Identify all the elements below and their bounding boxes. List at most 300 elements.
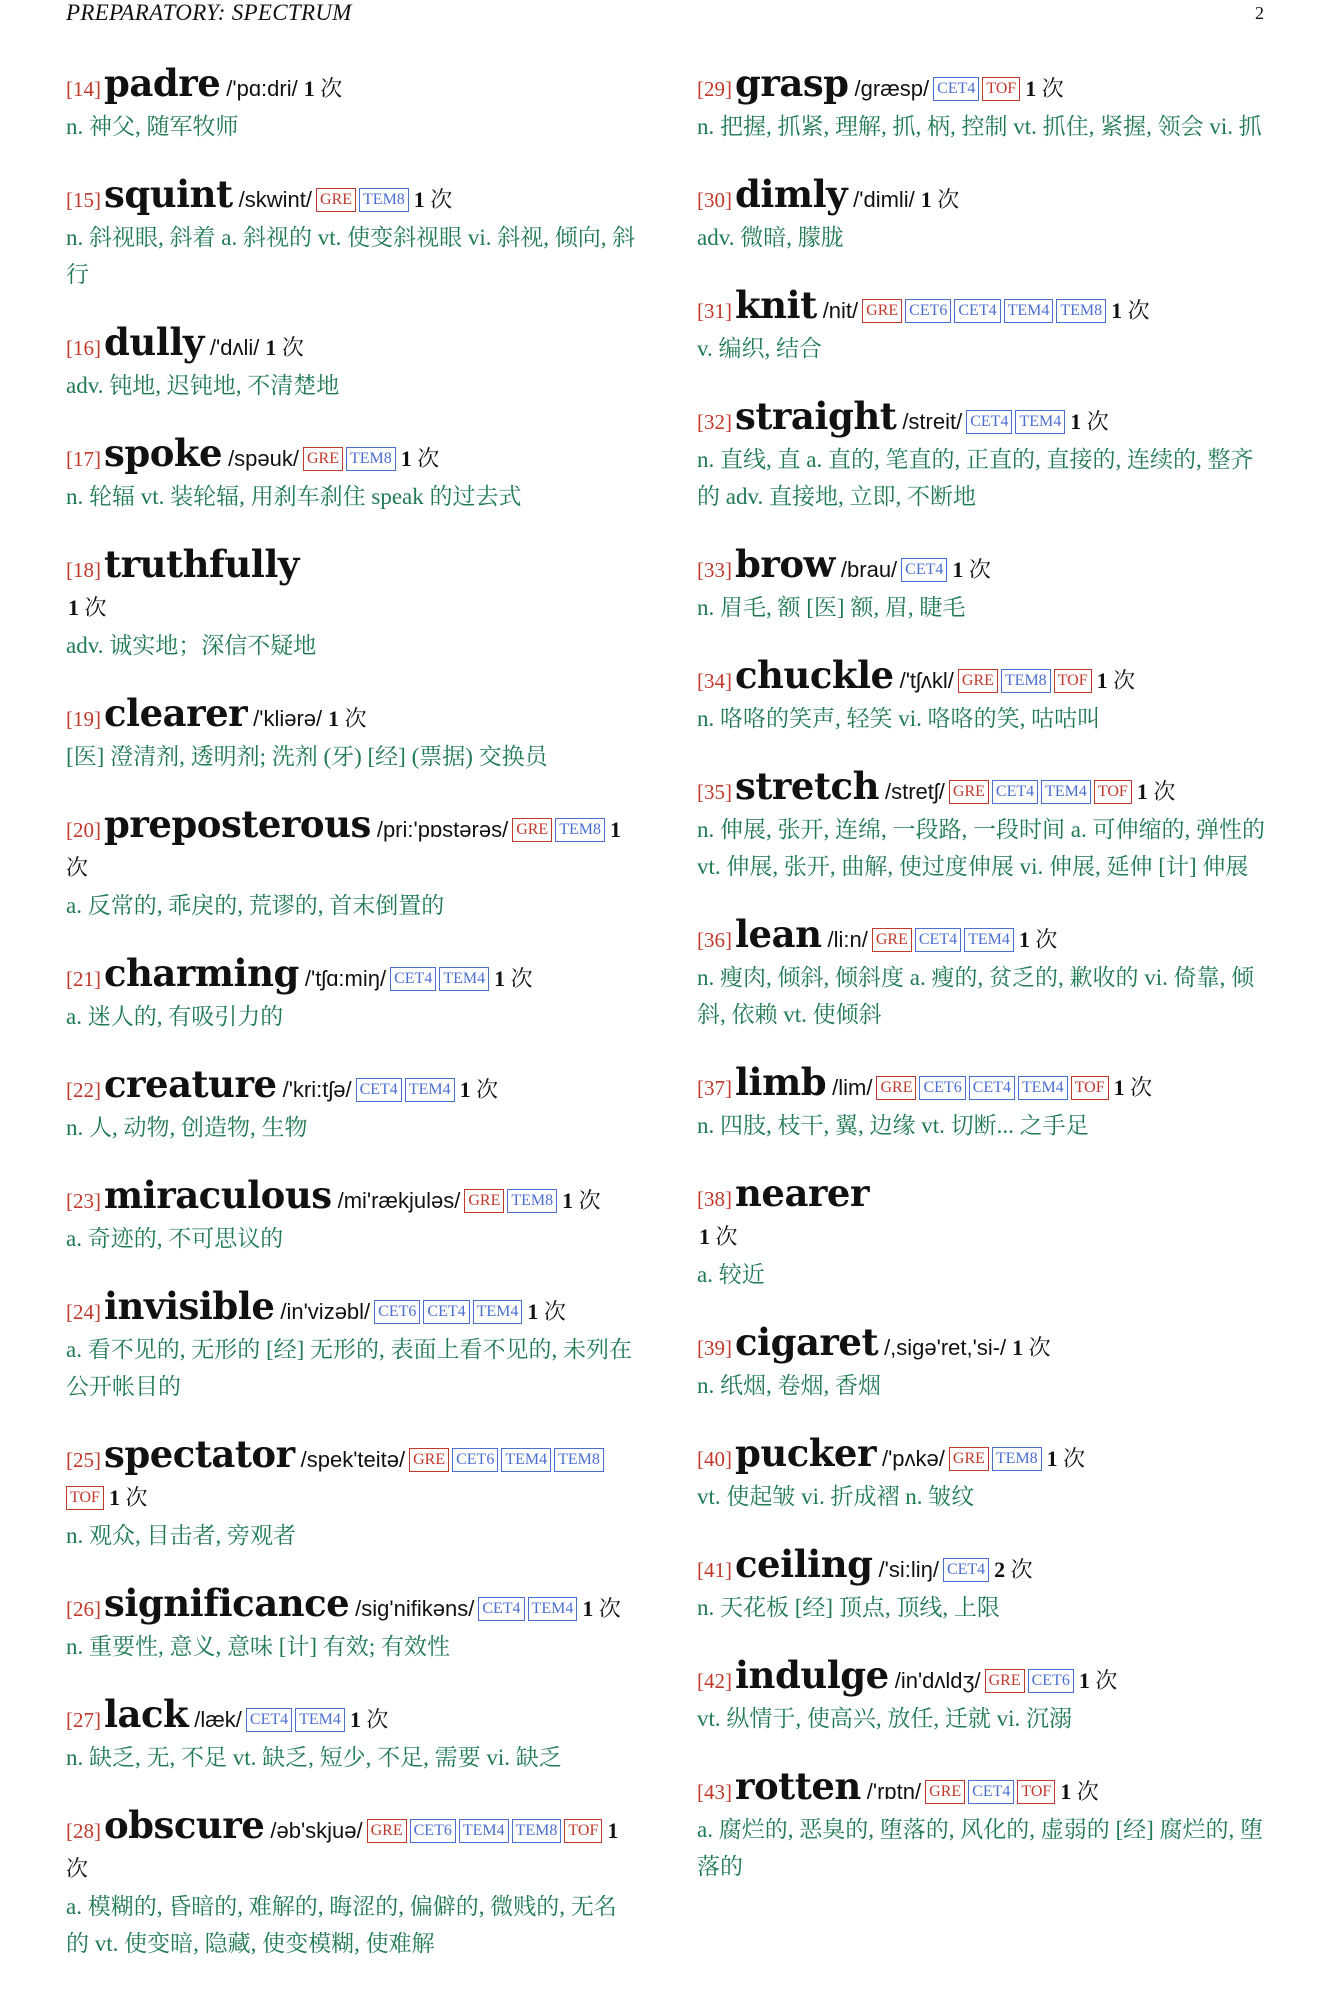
exam-tag: TEM8 <box>992 1447 1042 1471</box>
entry-phonetic: /sig'nifikəns/ <box>355 1596 475 1621</box>
occurrence-count <box>304 76 343 101</box>
count-unit: 次 <box>937 187 960 212</box>
entry-word: brow <box>735 542 835 586</box>
exam-tag: TOF <box>1054 669 1092 693</box>
exam-tag: CET4 <box>954 299 1000 323</box>
exam-tag: CET6 <box>452 1448 498 1472</box>
entry-headline <box>697 1542 1267 1589</box>
entry-headline <box>66 320 636 367</box>
entry-word: indulge <box>735 1653 889 1697</box>
count-unit: 次 <box>510 966 533 991</box>
entry-phonetic: /'si:liŋ/ <box>878 1557 939 1582</box>
entry-phonetic: /spek'teitə/ <box>300 1447 406 1472</box>
entry-headline <box>66 1803 636 1888</box>
entry-headline <box>697 1171 1267 1256</box>
entry-definition: a. 迷人的, 有吸引力的 <box>66 1004 284 1029</box>
entry-headline <box>697 653 1267 700</box>
count-number: 1 <box>609 817 621 842</box>
count-unit: 次 <box>366 1707 389 1732</box>
entry-headline <box>697 1653 1267 1700</box>
count-number: 1 <box>349 1707 361 1732</box>
exam-tag: TOF <box>982 77 1020 101</box>
count-number: 1 <box>68 595 79 620</box>
entry-definition: n. 天花板 [经] 顶点, 顶线, 上限 <box>697 1595 1000 1620</box>
entry-headline <box>697 172 1267 219</box>
exam-tag: TEM4 <box>1041 780 1091 804</box>
entry-index: [35] <box>697 780 732 804</box>
count-unit: 次 <box>417 446 440 471</box>
vocab-entry <box>697 1542 1267 1626</box>
vocab-entry <box>697 1431 1267 1515</box>
exam-tag: TEM8 <box>359 188 409 212</box>
entry-headline <box>697 1431 1267 1478</box>
count-number: 1 <box>413 187 425 212</box>
entry-phonetic: /stretʃ/ <box>884 779 945 804</box>
entry-headline <box>697 283 1267 330</box>
entry-index: [34] <box>697 669 732 693</box>
entry-phonetic: /'pʌkə/ <box>881 1446 945 1471</box>
occurrence-count <box>994 1557 1033 1582</box>
vocab-entry <box>697 912 1267 1033</box>
entry-definition: a. 腐烂的, 恶臭的, 堕落的, 风化的, 虚弱的 [经] 腐烂的, 堕落的 <box>697 1817 1264 1879</box>
entry-index: [39] <box>697 1336 732 1360</box>
exam-tag: TEM4 <box>964 928 1014 952</box>
vocab-entry <box>66 1581 636 1665</box>
entry-phonetic: /mi'rækjuləs/ <box>337 1188 461 1213</box>
count-number: 1 <box>562 1188 574 1213</box>
entry-definition: a. 较近 <box>697 1262 765 1287</box>
exam-tag: TEM4 <box>1004 299 1054 323</box>
entry-index: [27] <box>66 1708 101 1732</box>
entry-word: preposterous <box>104 802 371 846</box>
entry-index: [30] <box>697 188 732 212</box>
entry-word: pucker <box>735 1431 876 1475</box>
vocab-entry <box>697 172 1267 256</box>
occurrence-count <box>562 1188 601 1213</box>
entry-index: [23] <box>66 1189 101 1213</box>
vocab-entry <box>66 61 636 145</box>
count-unit: 次 <box>1086 409 1109 434</box>
occurrence-count <box>1114 1075 1153 1100</box>
entry-definition: v. 编织, 结合 <box>697 336 823 361</box>
entry-definition: n. 斜视眼, 斜着 a. 斜视的 vt. 使变斜视眼 vi. 斜视, 倾向, 斜行 <box>66 225 636 287</box>
entry-word: nearer <box>735 1171 869 1215</box>
entry-index: [31] <box>697 299 732 323</box>
entry-definition: n. 轮辐 vt. 装轮辐, 用刹车刹住 speak 的过去式 <box>66 484 522 509</box>
exam-tag: CET6 <box>374 1300 420 1324</box>
count-number: 1 <box>1018 927 1030 952</box>
exam-tag: CET6 <box>919 1076 965 1100</box>
count-number: 1 <box>459 1077 471 1102</box>
vocab-entry <box>66 802 636 924</box>
exam-tag: TEM8 <box>346 447 396 471</box>
entry-phonetic: /in'vizəbl/ <box>280 1299 371 1324</box>
entry-index: [19] <box>66 707 101 731</box>
entry-headline <box>66 1581 636 1628</box>
entry-word: dimly <box>735 172 848 216</box>
exam-tag: TOF <box>66 1486 104 1510</box>
count-unit: 次 <box>1028 1335 1051 1360</box>
entry-index: [15] <box>66 188 101 212</box>
entry-index: [21] <box>66 967 101 991</box>
vocab-entry <box>697 61 1267 145</box>
exam-tag: CET4 <box>478 1597 524 1621</box>
count-unit: 次 <box>543 1299 566 1324</box>
entry-index: [36] <box>697 928 732 952</box>
count-number: 1 <box>303 76 315 101</box>
count-number: 1 <box>400 446 412 471</box>
entry-index: [42] <box>697 1669 732 1693</box>
entry-phonetic: /lim/ <box>832 1075 873 1100</box>
entry-headline <box>66 1284 636 1331</box>
entry-phonetic: /nit/ <box>822 298 859 323</box>
vocab-entry <box>66 1432 636 1554</box>
entry-index: [17] <box>66 447 101 471</box>
entry-headline <box>66 61 636 108</box>
count-unit: 次 <box>1095 1668 1118 1693</box>
occurrence-count <box>460 1077 499 1102</box>
occurrence-count <box>1079 1668 1118 1693</box>
entry-headline <box>697 1320 1267 1367</box>
occurrence-count <box>265 335 304 360</box>
entry-headline <box>66 1062 636 1109</box>
exam-tag: TEM8 <box>1056 299 1106 323</box>
entry-headline <box>66 172 636 219</box>
count-number: 1 <box>607 1818 619 1843</box>
exam-tag: GRE <box>985 1669 1025 1693</box>
exam-tag: TOF <box>1017 1780 1055 1804</box>
entry-definition: n. 缺乏, 无, 不足 vt. 缺乏, 短少, 不足, 需要 vi. 缺乏 <box>66 1745 562 1770</box>
entry-index: [32] <box>697 410 732 434</box>
exam-tag: TOF <box>1094 780 1132 804</box>
exam-tag: CET4 <box>933 77 979 101</box>
entry-phonetic: /,sigə'ret,'si-/ <box>884 1335 1007 1360</box>
entry-headline <box>66 951 636 998</box>
exam-tag: CET4 <box>992 780 1038 804</box>
entry-headline <box>66 542 636 627</box>
exam-tag: TOF <box>1071 1076 1109 1100</box>
entry-index: [26] <box>66 1597 101 1621</box>
vocab-entry <box>66 951 636 1035</box>
entry-word: stretch <box>735 764 879 808</box>
entry-definition: n. 眉毛, 额 [医] 额, 眉, 睫毛 <box>697 595 966 620</box>
entry-index: [28] <box>66 1819 101 1843</box>
entry-phonetic: /in'dʌldʒ/ <box>894 1668 981 1693</box>
count-number: 1 <box>920 187 932 212</box>
count-unit: 次 <box>1113 668 1136 693</box>
entry-index: [25] <box>66 1448 101 1472</box>
occurrence-count <box>1019 927 1058 952</box>
entry-phonetic: /'tʃʌkl/ <box>899 668 954 693</box>
occurrence-count <box>582 1596 621 1621</box>
entry-index: [33] <box>697 558 732 582</box>
occurrence-count <box>350 1707 389 1732</box>
entry-definition: n. 人, 动物, 创造物, 生物 <box>66 1115 308 1140</box>
vocab-entry <box>697 1764 1267 1885</box>
exam-tag: TEM8 <box>1001 669 1051 693</box>
occurrence-count <box>414 187 453 212</box>
page-header <box>66 0 1264 30</box>
entry-headline <box>697 1764 1267 1811</box>
exam-tag: TEM4 <box>459 1819 509 1843</box>
exam-tag: CET4 <box>969 1076 1015 1100</box>
entry-phonetic: /'kri:tʃə/ <box>282 1077 352 1102</box>
vocab-entry <box>66 1284 636 1405</box>
count-unit: 次 <box>84 595 107 620</box>
entry-index: [43] <box>697 1780 732 1804</box>
exam-tag: CET4 <box>966 410 1012 434</box>
entry-phonetic: /li:n/ <box>827 927 868 952</box>
entry-word: lean <box>735 912 822 956</box>
exam-tag: CET4 <box>968 1780 1014 1804</box>
count-number: 1 <box>527 1299 539 1324</box>
entry-definition: n. 把握, 抓紧, 理解, 抓, 柄, 控制 vt. 抓住, 紧握, 领会 vi. 抓 <box>697 114 1262 139</box>
exam-tag: TEM4 <box>1015 410 1065 434</box>
exam-tag: GRE <box>949 1447 989 1471</box>
exam-tag: CET4 <box>390 967 436 991</box>
left-column <box>66 61 636 1992</box>
count-unit: 次 <box>1076 1779 1099 1804</box>
exam-tag: GRE <box>958 669 998 693</box>
entry-definition: n. 咯咯的笑声, 轻笑 vi. 咯咯的笑, 咕咕叫 <box>697 706 1101 731</box>
entry-word: ceiling <box>735 1542 873 1586</box>
exam-tag: TEM4 <box>439 967 489 991</box>
page-number: 2 <box>1255 3 1264 23</box>
exam-tag: GRE <box>464 1189 504 1213</box>
entry-word: dully <box>104 320 204 364</box>
entry-word: significance <box>104 1581 350 1625</box>
entry-index: [40] <box>697 1447 732 1471</box>
entry-index: [38] <box>697 1187 732 1211</box>
entry-definition: n. 观众, 目击者, 旁观者 <box>66 1523 296 1548</box>
count-unit: 次 <box>430 187 453 212</box>
exam-tag: TEM4 <box>473 1300 523 1324</box>
exam-tag: TEM4 <box>405 1078 455 1102</box>
vocab-entry <box>697 1653 1267 1737</box>
entry-headline <box>66 431 636 478</box>
entry-definition: [医] 澄清剂, 透明剂; 洗剂 (牙) [经] (票据) 交换员 <box>66 744 548 769</box>
count-unit: 次 <box>1010 1557 1033 1582</box>
exam-tag: CET6 <box>1028 1669 1074 1693</box>
entry-word: creature <box>104 1062 277 1106</box>
count-number: 1 <box>1070 409 1082 434</box>
entry-phonetic: /skwint/ <box>238 187 313 212</box>
count-number: 1 <box>1012 1335 1024 1360</box>
entry-phonetic: /'dimli/ <box>853 187 915 212</box>
count-unit: 次 <box>476 1077 499 1102</box>
right-column <box>697 61 1267 1915</box>
vocab-entry <box>66 1692 636 1776</box>
entry-headline <box>697 912 1267 959</box>
count-unit: 次 <box>1035 927 1058 952</box>
entry-word: limb <box>735 1060 827 1104</box>
entry-definition: n. 纸烟, 卷烟, 香烟 <box>697 1373 881 1398</box>
entry-definition: n. 瘦肉, 倾斜, 倾斜度 a. 瘦的, 贫乏的, 歉收的 vi. 倚靠, 倾斜, 依赖 vt. 使倾斜 <box>697 965 1255 1027</box>
exam-tag: GRE <box>512 818 552 842</box>
count-number: 1 <box>1060 1779 1072 1804</box>
exam-tag: CET4 <box>356 1078 402 1102</box>
count-unit: 次 <box>598 1596 621 1621</box>
occurrence-count <box>109 1485 148 1510</box>
entry-word: invisible <box>104 1284 275 1328</box>
vocab-entry <box>66 1803 636 1962</box>
count-unit: 次 <box>344 706 367 731</box>
vocab-entry <box>697 1320 1267 1404</box>
exam-tag: GRE <box>862 299 902 323</box>
entry-word: obscure <box>104 1803 265 1847</box>
vocab-entry <box>66 1173 636 1257</box>
exam-tag: GRE <box>949 780 989 804</box>
entry-headline <box>697 61 1267 108</box>
entry-index: [29] <box>697 77 732 101</box>
exam-tag: GRE <box>409 1448 449 1472</box>
count-number: 1 <box>952 557 964 582</box>
count-unit: 次 <box>578 1188 601 1213</box>
entry-phonetic: /spəuk/ <box>228 446 299 471</box>
entry-definition: n. 重要性, 意义, 意味 [计] 有效; 有效性 <box>66 1634 450 1659</box>
entry-definition: n. 神父, 随军牧师 <box>66 114 239 139</box>
count-number: 1 <box>494 966 506 991</box>
exam-tag: GRE <box>316 188 356 212</box>
occurrence-count <box>952 557 991 582</box>
vocab-entry <box>66 691 636 775</box>
entry-word: cigaret <box>735 1320 879 1364</box>
entry-word: charming <box>104 951 299 995</box>
entry-phonetic: /streit/ <box>902 409 963 434</box>
entry-phonetic: /'tʃɑ:miŋ/ <box>304 966 387 991</box>
entry-word: grasp <box>735 61 849 105</box>
entry-index: [22] <box>66 1078 101 1102</box>
entry-phonetic: /græsp/ <box>854 76 930 101</box>
entry-definition: vt. 纵情于, 使高兴, 放任, 迁就 vi. 沉溺 <box>697 1706 1073 1731</box>
count-unit: 次 <box>968 557 991 582</box>
entry-index: [20] <box>66 818 101 842</box>
entry-headline <box>697 542 1267 589</box>
occurrence-count <box>921 187 960 212</box>
vocab-entry <box>697 1060 1267 1144</box>
exam-tag: GRE <box>925 1780 965 1804</box>
entry-headline <box>66 691 636 738</box>
vocab-entry <box>66 320 636 404</box>
occurrence-count <box>1012 1335 1051 1360</box>
exam-tag: CET4 <box>915 928 961 952</box>
occurrence-count <box>1070 409 1109 434</box>
count-number: 1 <box>582 1596 594 1621</box>
exam-tag: CET4 <box>423 1300 469 1324</box>
count-unit: 次 <box>715 1224 738 1249</box>
exam-tag: CET4 <box>901 558 947 582</box>
entry-phonetic: /'dʌli/ <box>209 335 260 360</box>
occurrence-count <box>328 706 367 731</box>
exam-tag: TEM8 <box>555 818 605 842</box>
count-number: 1 <box>1136 779 1148 804</box>
entry-word: lack <box>104 1692 189 1736</box>
entry-word: chuckle <box>735 653 894 697</box>
entry-definition: a. 模糊的, 昏暗的, 难解的, 晦涩的, 偏僻的, 微贱的, 无名的 vt. 使变暗, 隐藏, 使变模糊, 使难解 <box>66 1894 617 1956</box>
occurrence-count <box>699 1224 738 1249</box>
count-unit: 次 <box>1041 76 1064 101</box>
entry-phonetic: /'rɒtn/ <box>866 1779 922 1804</box>
count-number: 1 <box>108 1485 120 1510</box>
occurrence-count <box>1047 1446 1086 1471</box>
entry-index: [37] <box>697 1076 732 1100</box>
entry-headline <box>66 1432 636 1517</box>
entry-headline <box>697 1060 1267 1107</box>
count-unit: 次 <box>125 1485 148 1510</box>
vocab-entry <box>66 431 636 515</box>
entry-definition: a. 奇迹的, 不可思议的 <box>66 1226 284 1251</box>
entry-word: miraculous <box>104 1173 332 1217</box>
entry-headline <box>697 394 1267 441</box>
entry-phonetic: /pri:'pɒstərəs/ <box>376 817 509 842</box>
entry-definition: n. 四肢, 枝干, 翼, 边缘 vt. 切断... 之手足 <box>697 1113 1089 1138</box>
exam-tag: GRE <box>876 1076 916 1100</box>
vocab-entry <box>697 1171 1267 1293</box>
count-number: 2 <box>994 1557 1006 1582</box>
entry-phonetic: /əb'skjuə/ <box>270 1818 363 1843</box>
exam-tag: GRE <box>303 447 343 471</box>
count-unit: 次 <box>1127 298 1150 323</box>
count-number: 1 <box>265 335 277 360</box>
count-number: 1 <box>1078 1668 1090 1693</box>
exam-tag: TEM8 <box>507 1189 557 1213</box>
vocab-entry <box>66 172 636 293</box>
entry-headline <box>66 1173 636 1220</box>
vocab-entry <box>697 283 1267 367</box>
count-unit: 次 <box>66 855 89 880</box>
entry-definition: vt. 使起皱 vi. 折成褶 n. 皱纹 <box>697 1484 975 1509</box>
entry-word: rotten <box>735 1764 861 1808</box>
entry-definition: adv. 微暗, 朦胧 <box>697 225 844 250</box>
occurrence-count <box>1111 298 1150 323</box>
exam-tag: TEM4 <box>501 1448 551 1472</box>
entry-index: [24] <box>66 1300 101 1324</box>
vocab-entry <box>697 653 1267 737</box>
count-unit: 次 <box>281 335 304 360</box>
entry-definition: a. 反常的, 乖戾的, 荒谬的, 首末倒置的 <box>66 893 445 918</box>
exam-tag: TEM4 <box>528 1597 578 1621</box>
occurrence-count <box>527 1299 566 1324</box>
entry-index: [41] <box>697 1558 732 1582</box>
entry-word: clearer <box>104 691 248 735</box>
exam-tag: TOF <box>564 1819 602 1843</box>
entry-definition: n. 伸展, 张开, 连绵, 一段路, 一段时间 a. 可伸缩的, 弹性的 vt. 伸展, 张开, 曲解, 使过度伸展 vi. 伸展, 延伸 [计] 伸展 <box>697 817 1265 879</box>
exam-tag: TEM8 <box>512 1819 562 1843</box>
count-number: 1 <box>1025 76 1037 101</box>
exam-tag: GRE <box>367 1819 407 1843</box>
vocab-entry <box>697 542 1267 626</box>
entry-definition: adv. 钝地, 迟钝地, 不清楚地 <box>66 373 340 398</box>
entry-word: knit <box>735 283 817 327</box>
exam-tag: TEM8 <box>554 1448 604 1472</box>
count-unit: 次 <box>320 76 343 101</box>
occurrence-count <box>401 446 440 471</box>
occurrence-count <box>494 966 533 991</box>
entry-word: spoke <box>104 431 223 475</box>
occurrence-count <box>1025 76 1064 101</box>
exam-tag: CET4 <box>943 1558 989 1582</box>
vocab-entry <box>697 764 1267 885</box>
count-number: 1 <box>328 706 340 731</box>
entry-phonetic: /læk/ <box>194 1707 242 1732</box>
page-title: PREPARATORY: SPECTRUM <box>66 0 352 25</box>
entry-headline <box>697 764 1267 811</box>
entry-phonetic: /brau/ <box>840 557 898 582</box>
exam-tag: TEM4 <box>295 1708 345 1732</box>
vocab-entry <box>697 394 1267 515</box>
exam-tag: TEM4 <box>1018 1076 1068 1100</box>
entry-word: padre <box>104 61 221 105</box>
